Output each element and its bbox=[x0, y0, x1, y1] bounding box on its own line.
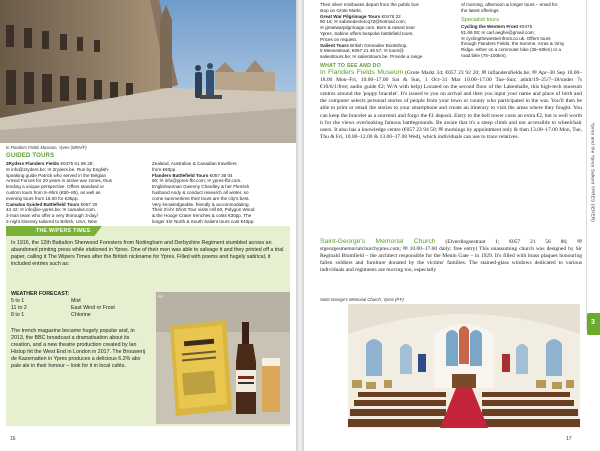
line-bold-name: Cycling the Western Front bbox=[461, 24, 519, 29]
museum-text: (Grote Markt 34; €057 23 92 20; ✉ inflandersfields.be; ✉ Apr–30 Sep 10.00–18.00 Mon–Fri, 10.00–17.00 Sat & Sun, 1 Oct–31 Mar 10.00–17.00 Tue–Sun; adult/19–25/7–18/under 7s €10/6/1/free; audio guide €2; W/A with help) Located on the second floor of the Lakenhalle, this high-tech museum centres around the 'poppy bracelet'. It's issued to you on arrival and then you input your name and place of birth and the computer selects personal stories of people from your town or county who participated in the war. You'll then be able to print or email the stories to your smartphone and create an itinerary to visit the areas where they fought. You can keep the bracelet as a souvenir and forgo the €1 deposit. Entry to the bell tower costs an extra €2, but is well worth it for the views overlooking famous battlegrounds. Be aware that it's a steep climb and not accessible to wheelchair users. It also has a knowledge centre (€057 23 94 50; ✉ mornings by appointment only & then 13.00–17.00 Mon, Tue, Thu & Fri, 10.00–12.00 & 13.00–17.00 Wed), which individuals can use to trace relatives. bbox=[320, 70, 582, 140]
line-text: 81 66 08; ✉ carl.aeghe@gmail.com; bbox=[461, 29, 535, 35]
forecast-condition: Mist bbox=[71, 298, 81, 304]
text-line bbox=[461, 53, 589, 59]
page-number-right: 17 bbox=[566, 436, 572, 442]
line-text: speaking guide Patrick who served in the Belgian bbox=[6, 172, 107, 178]
church-title: Saint-George's Memorial Church bbox=[320, 238, 436, 245]
text-line bbox=[461, 8, 589, 14]
forecast-row bbox=[11, 312, 161, 319]
line-text: 43 42; ✉ info@ie-ypres.be; ✉ camalos.com. bbox=[6, 207, 96, 213]
church-caption: Saint-George's Memorial Church, Ypres (P.F) bbox=[320, 297, 404, 302]
forecast-condition: Chlorine bbox=[71, 312, 91, 318]
church-entry bbox=[320, 238, 582, 274]
forecast-row bbox=[11, 298, 161, 305]
line-text: husband Andy & conduct research all winter, so bbox=[152, 189, 249, 195]
box-intro: In 1916, the 12th Battalion Sherwood Foresters from Nottingham and Derbyshire Regiment stumbled across an abandoned printing press while stationed in Ypres. One of their men was able to salvage it and they printed off a trial paper, calling it The Wipers Times after the British nickname for Ypres. Filled with poems and hugely satirical, it included entries such as: bbox=[11, 240, 284, 267]
line-text: Their silver minibuses depart from the public bus bbox=[320, 2, 419, 7]
line-text: road bike (75–100km). bbox=[461, 52, 507, 58]
line-text: ✉ cyclingthewesternfront.co.uk. Offers tours bbox=[461, 35, 551, 41]
line-text: Very knowledgeable, friendly & accommodating. bbox=[152, 201, 250, 207]
forecast-range: 5 to 1 bbox=[11, 298, 25, 304]
line-text: Englishwoman Gwenny Chardley & her Flemish bbox=[152, 184, 250, 190]
line-text: of morning, afternoon & longer tours – email for bbox=[461, 2, 558, 7]
museum-title: In Flanders Fields Museum bbox=[320, 69, 404, 76]
line-text: from €60pp. bbox=[152, 166, 177, 172]
box-title: THE WIPERS TIMES bbox=[36, 228, 91, 234]
line-text: 2-night itinerary tailored to British, USA, New bbox=[6, 218, 97, 224]
chapter-number: 3 bbox=[591, 319, 595, 326]
line-text: longer 4hr North & South Salient tours cost €40pp. bbox=[152, 218, 255, 224]
left-page bbox=[0, 0, 296, 451]
tours-col2 bbox=[461, 24, 589, 59]
line-text: ✉ greatwarpilgrimage.com. Born & raised near bbox=[320, 25, 415, 31]
forecast-range: 11 to 2 bbox=[11, 305, 27, 311]
line-text: through Flanders Fields, the Somme, Arras & Vimy bbox=[461, 41, 565, 47]
line-text: British Grenadier Bookshop, bbox=[348, 42, 408, 48]
line-text: the latest offerings. bbox=[461, 7, 500, 13]
forecast-table bbox=[11, 298, 161, 319]
photo-caption: In Flanders Fields Museum, Ypres (MRH/F) bbox=[6, 145, 87, 150]
specialist-tours-heading: Specialist tours bbox=[461, 17, 499, 23]
forecast-heading: WEATHER FORECAST: bbox=[11, 291, 70, 297]
line-text: €057 20 bbox=[79, 201, 98, 207]
line-text: 60; ✉ info@ypres-fbt.com; ✉ ypres-fbt.com. bbox=[152, 178, 242, 184]
museum-entry bbox=[320, 69, 582, 141]
line-text: 2-man team who offer a very thorough 3-day/ bbox=[6, 213, 98, 219]
line-text: 90 16; ✉ sabinedeclercq72@hotmail.com; bbox=[320, 19, 406, 25]
line-text: Ridge, either on a commuter bike (35–50km) or a bbox=[461, 47, 562, 53]
book-gutter bbox=[296, 0, 304, 451]
forecast-range: 8 to 1 bbox=[11, 312, 25, 318]
guided-tours-col2 bbox=[152, 161, 294, 225]
line-text: Ypres, Sabine offers bespoke battlefield tours. bbox=[320, 30, 414, 36]
forecast-row bbox=[11, 305, 161, 312]
tours-col1 bbox=[320, 2, 458, 60]
box-outro: The trench magazine became hugely popular and, in 2013, the BBC broadcast a dramatisation about its creation, and a new theatre production created by Ian Hislop hit the West End in London in 2017. The Brouwerij de Kazematten in Ypres produces a delicious 6.2% abv pale ale in their honour – look for it in local cafés. bbox=[11, 328, 146, 369]
line-text: €0476 22 bbox=[380, 13, 401, 19]
museum-photo bbox=[0, 0, 296, 143]
text-line bbox=[6, 219, 151, 225]
guided-tours-heading: GUIDED TOURS bbox=[6, 153, 55, 159]
line-text: come summertime their tours are the city's best. bbox=[152, 195, 250, 201]
line-text: €0475 bbox=[518, 24, 533, 29]
line-text: stop on Grote Markt. bbox=[320, 7, 362, 13]
line-text: €0475 51 98 28; bbox=[59, 161, 94, 166]
line-bold-name: Salient Tours bbox=[320, 42, 349, 48]
tours-col2-intro bbox=[461, 2, 589, 14]
guided-tours-col1 bbox=[6, 161, 151, 225]
line-text: custom tours from 5–9hrs (€50–85), as well as bbox=[6, 189, 101, 195]
line-bold-name: Great War Pilgrimage Tours bbox=[320, 13, 381, 19]
text-line bbox=[320, 54, 458, 60]
line-text: salienttours.be; ✉ salienttours.be. Provide a range bbox=[320, 54, 423, 60]
line-text: Zealand, Australian & Canadian travellers bbox=[152, 161, 237, 166]
church-text: (Elverdingsestraat 1; €057 21 56 86; ✉ stgeorgesmemorialchurchypres.com; ✉ 10.00–17.00 daily; free entry) This unassuming church was designed by Sir Reginald Blomfield – the architect responsible for the Menin Gate – in 1929. It's filled with brass plaques honouring fallen soldiers and furniture donated by the victims' families. The stained-glass windows dedicated to various individuals and regiments are moving too, especially bbox=[320, 239, 582, 274]
forecast-condition: East Wind or Frost bbox=[71, 305, 115, 311]
chapter-side-tab bbox=[586, 0, 600, 451]
line-text: €057 36 04 bbox=[208, 172, 233, 178]
line-text: lending a unique perspective. Offers standard or bbox=[6, 184, 104, 190]
text-line bbox=[152, 219, 294, 225]
line-text: evening tours from 18.00 for €35pp. bbox=[6, 195, 79, 201]
line-text: Prices on request. bbox=[320, 36, 358, 42]
side-tab-label: Ypres and the Ypres Salient YPRES (IEPER) bbox=[590, 122, 596, 223]
wipers-times-box bbox=[6, 226, 290, 426]
page-number-left: 16 bbox=[10, 436, 16, 442]
line-bold-name: Flanders Battlefield Tours bbox=[152, 172, 209, 178]
line-text: 5 Meenestraat; €057 21 46 57; ✉ tours@ bbox=[320, 48, 404, 54]
line-text: Their 2½hr Short Tour visits Hill 60, Polygon Wood bbox=[152, 207, 255, 213]
church-photo bbox=[348, 304, 580, 428]
right-page bbox=[304, 0, 600, 451]
line-bold-name: Camalos Guided Battlefield Tours bbox=[6, 201, 80, 207]
line-text: Armed Forces for 20 years in active war zones, thus bbox=[6, 178, 112, 184]
line-text: & the Hooge Crater trenches & costs €30pp. The bbox=[152, 213, 252, 219]
line-text: ✉ info@2ryders.be; ✉ 2ryders.be. Run by English- bbox=[6, 166, 110, 172]
beer-photo-credit: P.F bbox=[158, 294, 164, 299]
what-to-see-heading: WHAT TO SEE AND DO bbox=[320, 63, 381, 69]
line-bold-name: 2Ryders Flanders Fields bbox=[6, 161, 60, 166]
beer-photo bbox=[156, 292, 290, 424]
